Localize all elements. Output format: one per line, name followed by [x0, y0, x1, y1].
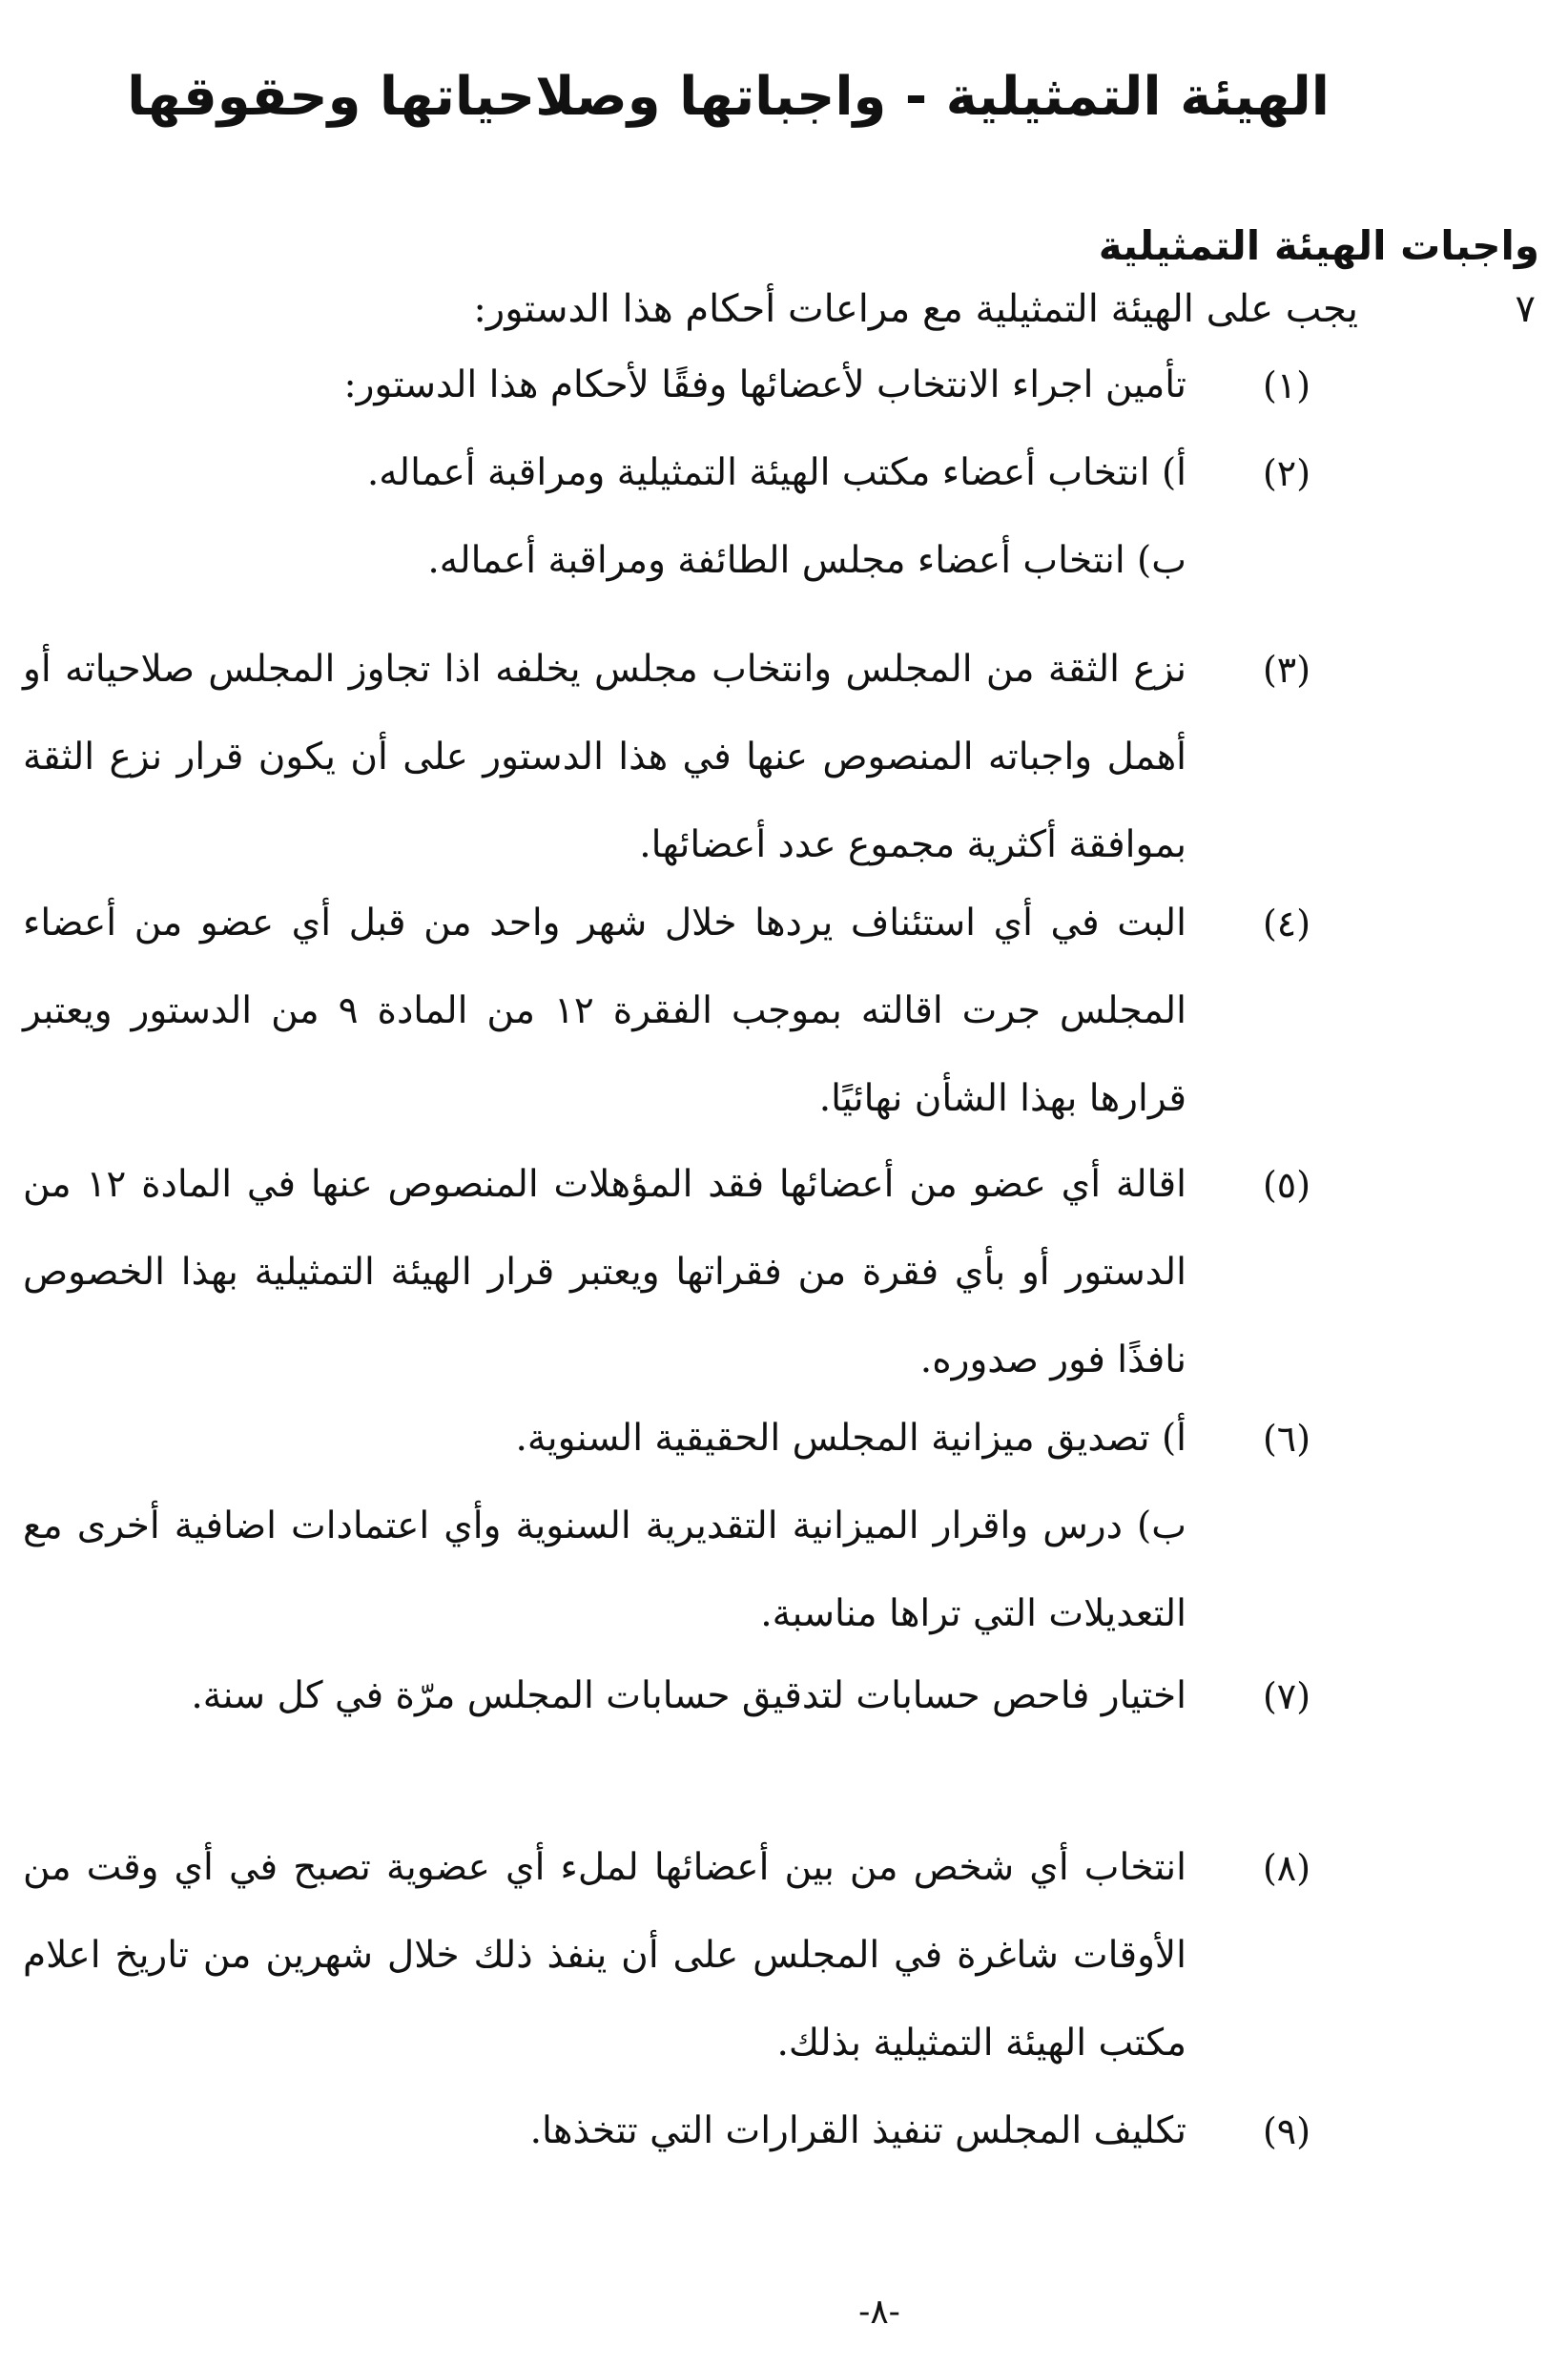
- item-number-1: (١): [1262, 364, 1311, 406]
- item-number-4: (٤): [1262, 903, 1311, 944]
- item-number-8: (٨): [1262, 1847, 1311, 1889]
- item-text-4: البت في أي استئناف يردها خلال شهر واحد من قبل أي عضو من أعضاء المجلس جرت اقالته بموجب الفقرة ١٢ من المادة ٩ من الدستور ويعتبر قرارها بهذا الشأن نهائيًا.: [23, 902, 1186, 1120]
- item-text-8: انتخاب أي شخص من بين أعضائها لملء أي عضوية تصبح في أي وقت من الأوقات شاغرة في المجلس على أن ينفذ ذلك خلال شهرين من تاريخ اعلام مكتب الهيئة التمثيلية بذلك.: [23, 1846, 1186, 2065]
- clause-intro: يجب على الهيئة التمثيلية مع مراعات أحكام هذا الدستور:: [473, 287, 1358, 331]
- clause-number: ٧: [1515, 287, 1536, 331]
- item-text-2b: ب) انتخاب أعضاء مجلس الطائفة ومراقبة أعماله.: [427, 539, 1186, 582]
- item-number-5: (٥): [1262, 1164, 1311, 1206]
- item-number-6: (٦): [1262, 1418, 1311, 1460]
- item-text-6a: أ) تصديق ميزانية المجلس الحقيقية السنوية.: [515, 1417, 1186, 1460]
- item-text-3: نزع الثقة من المجلس وانتخاب مجلس يخلفه اذا تجاوز المجلس صلاحياته أو أهمل واجباته المنصوص عنها في هذا الدستور على أن يكون قرار نزع الثقة بموافقة أكثرية مجموع عدد أعضائها.: [23, 648, 1186, 866]
- item-text-9: تكليف المجلس تنفيذ القرارات التي تتخذها.: [529, 2109, 1186, 2152]
- item-text-1: تأمين اجراء الانتخاب لأعضائها وفقًا لأحكام هذا الدستور:: [343, 363, 1186, 406]
- item-number-7: (٧): [1262, 1675, 1311, 1717]
- item-text-2a: أ) انتخاب أعضاء مكتب الهيئة التمثيلية ومراقبة أعماله.: [366, 451, 1186, 494]
- page-title: الهيئة التمثيلية - واجباتها وصلاحياتها وحقوقها: [127, 66, 1330, 128]
- item-number-3: (٣): [1262, 649, 1311, 691]
- item-number-2: (٢): [1262, 452, 1311, 494]
- page-number: -٨-: [858, 2293, 900, 2332]
- item-text-6b: ب) درس واقرار الميزانية التقديرية السنوية وأي اعتمادات اضافية أخرى مع التعديلات التي تراها مناسبة.: [23, 1505, 1186, 1635]
- section-heading: واجبات الهيئة التمثيلية: [1098, 222, 1539, 269]
- item-text-5: اقالة أي عضو من أعضائها فقد المؤهلات المنصوص عنها في المادة ١٢ من الدستور أو بأي فقرة من فقراتها ويعتبر قرار الهيئة التمثيلية بهذا الخصوص نافذًا فور صدوره.: [23, 1163, 1186, 1381]
- item-text-7: اختيار فاحص حسابات لتدقيق حسابات المجلس مرّة في كل سنة.: [191, 1674, 1186, 1717]
- item-number-9: (٩): [1262, 2110, 1311, 2152]
